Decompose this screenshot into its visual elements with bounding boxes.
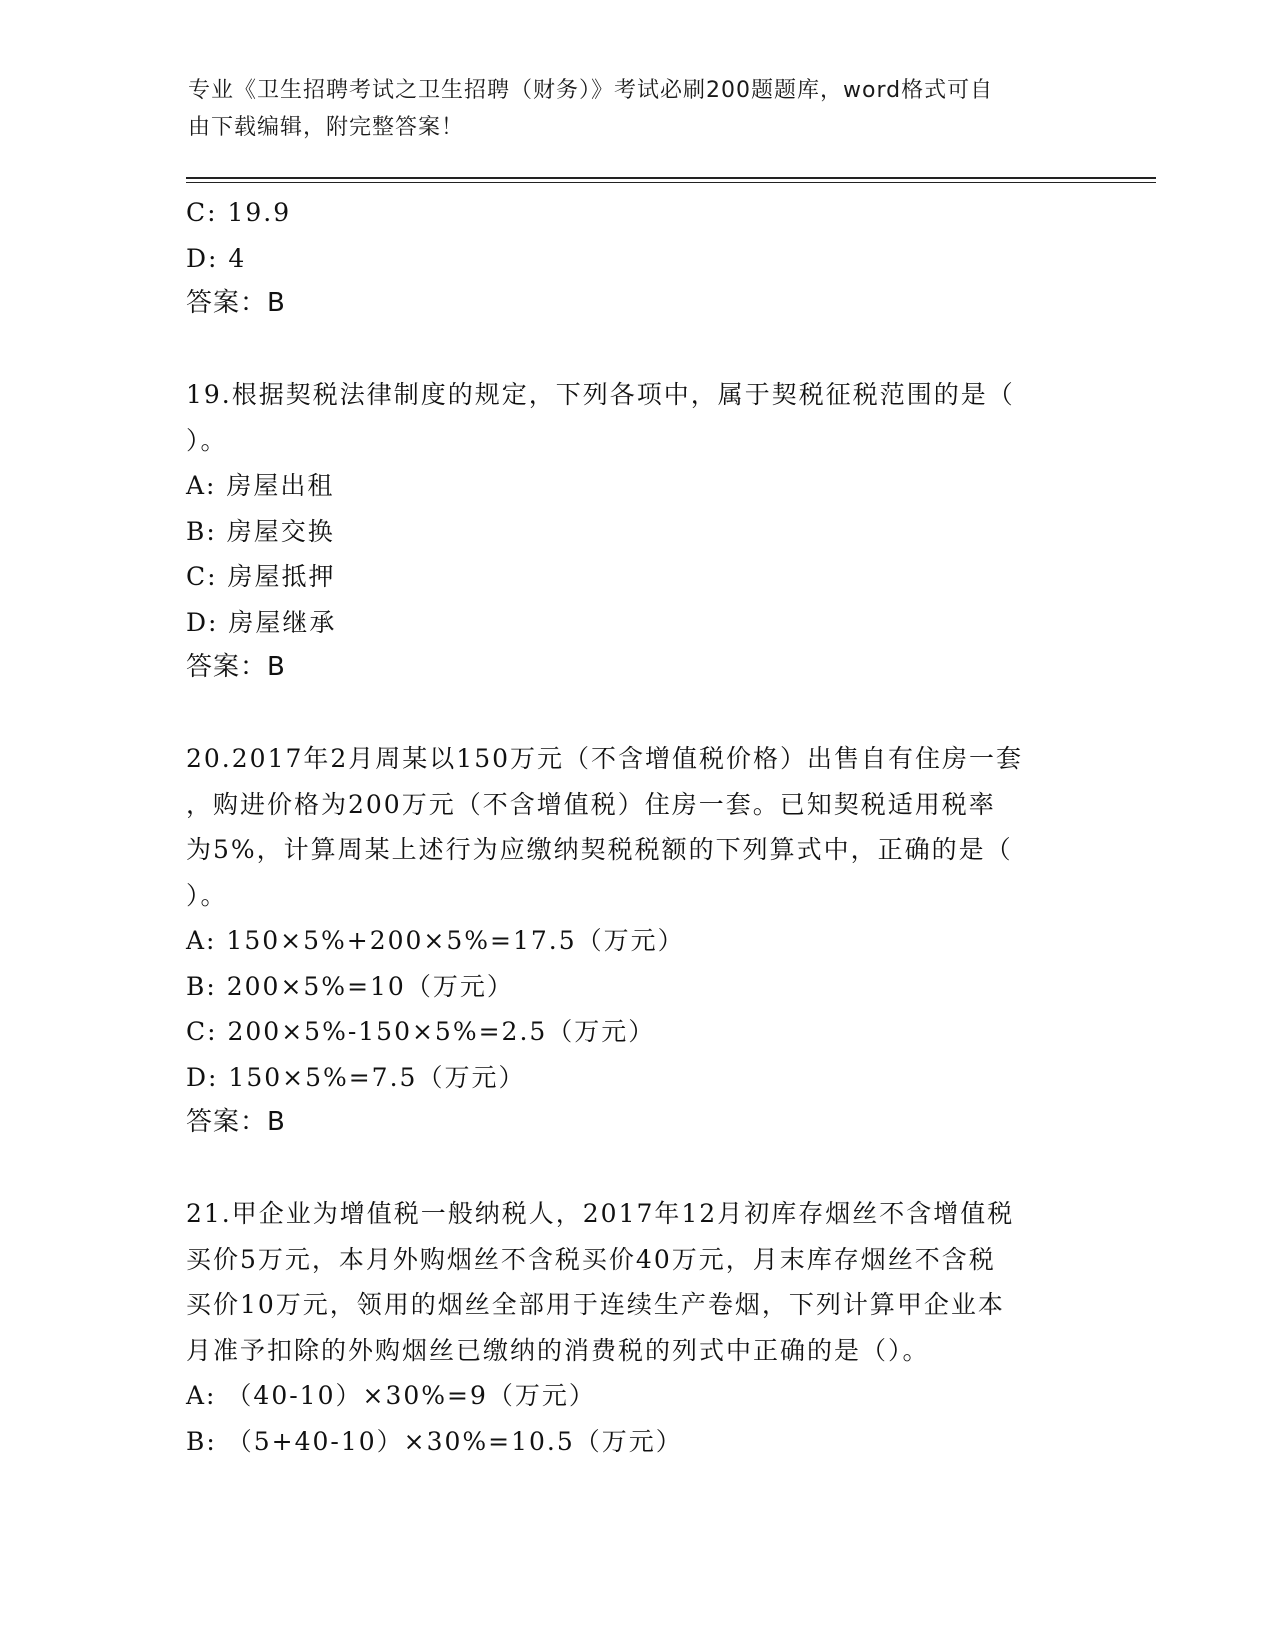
q19-stem-line-2: ）。 bbox=[186, 425, 228, 455]
q18-answer: 答案：B bbox=[186, 288, 286, 318]
q19-option-c: C: 房屋抵押 bbox=[186, 562, 336, 591]
q20-option-c: C: 200×5%-150×5%=2.5（万元） bbox=[186, 1017, 656, 1046]
spacer bbox=[186, 1146, 1086, 1192]
q20-stem-line-3: 为5%，计算周某上述行为应缴纳契税税额的下列算式中，正确的是（ bbox=[186, 835, 1013, 864]
question-content bbox=[186, 190, 1086, 1464]
q21-stem-line-3: 买价10万元，领用的烟丝全部用于连续生产卷烟，下列计算甲企业本 bbox=[186, 1290, 1005, 1319]
q21-stem-line-1: 21.甲企业为增值税一般纳税人，2017年12月初库存烟丝不含增值税 bbox=[186, 1199, 1015, 1228]
q21-stem-line-2: 买价5万元，本月外购烟丝不含税买价40万元，月末库存烟丝不含税 bbox=[186, 1244, 996, 1274]
header-line-1: 专业《卫生招聘考试之卫生招聘（财务）》考试必刷200题题库，word格式可自 bbox=[188, 78, 994, 103]
q20-option-a: A: 150×5%+200×5%=17.5（万元） bbox=[186, 926, 685, 955]
q20-option-b: B: 200×5%=10（万元） bbox=[186, 971, 514, 1001]
q21-option-b: B: （5+40-10）×30%=10.5（万元） bbox=[186, 1426, 683, 1456]
q20-stem-line-1: 20.2017年2月周某以150万元（不含增值税价格）出售自有住房一套 bbox=[186, 744, 1024, 773]
question-18-tail bbox=[186, 190, 1086, 327]
q19-stem-line-1: 19.根据契税法律制度的规定，下列各项中，属于契税征税范围的是（ bbox=[186, 380, 1015, 409]
q18-option-d: D: 4 bbox=[186, 243, 247, 273]
q21-stem-line-4: 月准予扣除的外购烟丝已缴纳的消费税的列式中正确的是（）。 bbox=[186, 1335, 930, 1365]
q19-answer: 答案：B bbox=[186, 652, 286, 682]
spacer bbox=[186, 327, 1086, 373]
q19-option-a: A: 房屋出租 bbox=[186, 471, 335, 500]
q20-answer: 答案：B bbox=[186, 1107, 286, 1137]
q20-option-d: D: 150×5%=7.5（万元） bbox=[186, 1062, 526, 1092]
q21-option-a: A: （40-10）×30%=9（万元） bbox=[186, 1381, 596, 1410]
q20-stem-line-2: ，购进价格为200万元（不含增值税）住房一套。已知契税适用税率 bbox=[186, 789, 996, 819]
header-line-2: 由下载编辑，附完整答案！ bbox=[188, 115, 465, 140]
question-20 bbox=[186, 736, 1086, 1146]
q19-option-d: D: 房屋继承 bbox=[186, 607, 337, 637]
q19-option-b: B: 房屋交换 bbox=[186, 516, 335, 546]
header-rule-thick bbox=[186, 177, 1156, 179]
q18-option-c: C: 19.9 bbox=[186, 198, 292, 227]
header-rule-thin bbox=[186, 182, 1156, 183]
q20-stem-line-4: ）。 bbox=[186, 880, 228, 910]
spacer bbox=[186, 691, 1086, 737]
document-header bbox=[188, 72, 1068, 146]
question-21 bbox=[186, 1191, 1086, 1464]
question-19 bbox=[186, 372, 1086, 691]
